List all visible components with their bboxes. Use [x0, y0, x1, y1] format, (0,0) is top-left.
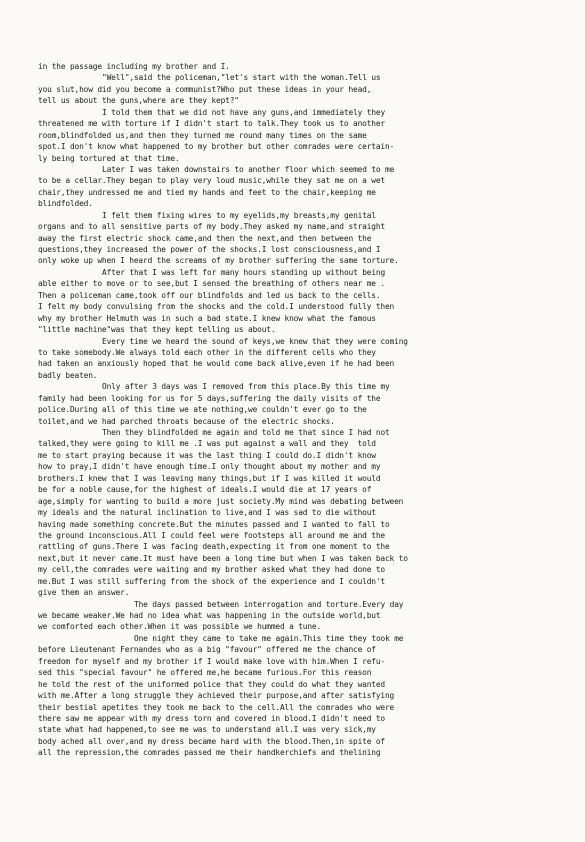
text-line: chair,they undressed me and tied my hands and feet to the chair,keeping me	[38, 187, 376, 197]
text-line: next,but it never came.It must have been a long time but when I was taken back to	[38, 553, 408, 563]
text-line: able either to move or to see,but I sensed the breathing of others near me .	[38, 279, 385, 289]
text-line: sed this "special favour" he offered me,he became furious.For this reason	[38, 668, 372, 678]
text-line: threatened me with torture if I didn't start to talk.They took us to another	[38, 119, 385, 129]
text-line: Only after 3 days was I removed from this place.By this time my	[102, 382, 390, 392]
text-line: in the passage including my brother and I.	[38, 62, 230, 71]
text-line: me.But I was still suffering from the shock of the experience and I couldn't	[38, 576, 385, 586]
text-line: with me.After a long struggle they achieved their purpose,and after satisfying	[38, 691, 395, 701]
text-line: having made something concrete.But the minutes passed and I wanted to fall to	[38, 519, 390, 529]
text-line: Then they blindfolded me again and told me that since I had not	[102, 428, 390, 437]
text-line: badly beaten.	[38, 370, 98, 380]
text-line: I told them that we did not have any guns,and immediately they	[102, 107, 386, 117]
text-line: Every time we heard the sound of keys,we knew that they were coming	[102, 336, 408, 346]
text-line: state what had happened,to see me was to understand all.I was very sick,my	[38, 725, 376, 735]
text-line: age,simply for wanting to build a more just society.My mind was debating between	[38, 496, 404, 506]
text-line: family had been looking for us for 5 days,suffering the daily visits of the	[38, 393, 381, 403]
text-line: away the first electric shock came,and then the next,and then between the	[38, 233, 372, 243]
text-line: After that I was left for many hours standing up without being	[102, 267, 386, 277]
text-line: talked,they were going to kill me .I was put against a wall and they told	[38, 439, 376, 449]
text-line: we became weaker.We had no idea what was happening in the outside world,but	[38, 611, 381, 620]
text-line: room,blindfolded us,and then they turned me round many times on the same	[38, 130, 367, 140]
text-line: their bestial apetites they took me back to the cell.All the comrades who were	[38, 702, 395, 712]
text-line: the ground inconscious.All I could feel were footsteps all around me and the	[38, 530, 385, 540]
text-line: tell us about the guns,where are they kept?"	[38, 96, 239, 106]
text-line: we comforted each other.When it was possible we hummed a tune.	[38, 622, 322, 632]
text-line: to take somebody.We always told each other in the different cells who they	[38, 347, 376, 357]
text-line: ly being tortured at that time.	[38, 153, 180, 163]
text-line: rattling of guns.There I was facing death,expecting it from one moment to the	[38, 542, 390, 552]
text-line: "Well",said the policeman,"let's start with the woman.Tell us	[102, 73, 381, 83]
text-line: I felt them fixing wires to my eyelids,my breasts,my genital	[102, 210, 376, 220]
text-line: had taken an anxiously hoped that he would come back alive,even if he had been	[38, 359, 395, 369]
text-line: be for a noble cause,for the highest of ideals.I would die at 17 years of	[38, 485, 372, 495]
text-line: police.During all of this time we ate nothing,we couldn't ever go to the	[38, 405, 367, 415]
text-line: Then a policeman came,took off our blindfolds and led us back to the cells.	[38, 290, 381, 300]
text-line: One night they came to take me again.This time they took me	[134, 633, 404, 643]
text-line: spot.I don't know what happened to my brother but other comrades were certain-	[38, 142, 395, 152]
text-line: toilet,and we had parched throats because of the electric shocks.	[38, 416, 335, 426]
text-line: The days passed between interrogation and torture.Every day	[134, 599, 404, 609]
typewritten-text-body	[38, 61, 562, 759]
text-line: before Lieutenant Fernandes who as a big "favour" offered me the chance of	[38, 645, 376, 655]
text-line: to be a cellar.They began to play very loud music,while they sat me on a wet	[38, 176, 385, 186]
text-line: me to start praying because it was the last thing I could do.I didn't know	[38, 450, 376, 460]
text-line: blindfolded.	[38, 199, 93, 209]
text-line: there saw me appear with my dress torn and covered in blood.I didn't need to	[38, 713, 385, 723]
text-line: Later I was taken downstairs to another floor which seemed to me	[102, 164, 395, 174]
text-line: you slut,how did you become a communist?Who put these ideas in your head,	[38, 84, 372, 94]
text-line: all the repression,the comrades passed me their handkerchiefs and thelining	[38, 748, 381, 758]
text-line: my ideals and the natural inclination to live,and I was sad to die without	[38, 508, 376, 518]
text-line: questions,they increased the power of the shocks.I lost consciousness,and I	[38, 245, 381, 254]
text-line: brothers.I knew that I was leaving many things,but if I was killed it would	[38, 473, 381, 483]
text-line: how to pray,I didn't have enough time.I only thought about my mother and my	[38, 462, 381, 472]
text-line: he told the rest of the uniformed police that they could do what they wanted	[38, 679, 385, 689]
text-line: give them an answer.	[38, 588, 130, 598]
text-line: freedom for myself and my brother if I would make love with him.When I refu-	[38, 656, 385, 666]
text-line: my cell,the comrades were waiting and my brother asked what they had done to	[38, 565, 385, 575]
text-line: body ached all over,and my dress became hard with the blood.Then,in spite of	[38, 736, 385, 746]
text-line: I felt my body convulsing from the shocks and the cold.I understood fully then	[38, 302, 395, 312]
text-line: "little machine"was that they kept telling us about.	[38, 325, 276, 335]
text-line: why my brother Helmuth was in such a bad state.I knew know what the famous	[38, 313, 376, 323]
text-line: organs and to all sensitive parts of my body.They asked my name,and straight	[38, 222, 385, 232]
text-line: only woke up when I heard the screams of my brother suffering the same torture.	[38, 256, 399, 266]
